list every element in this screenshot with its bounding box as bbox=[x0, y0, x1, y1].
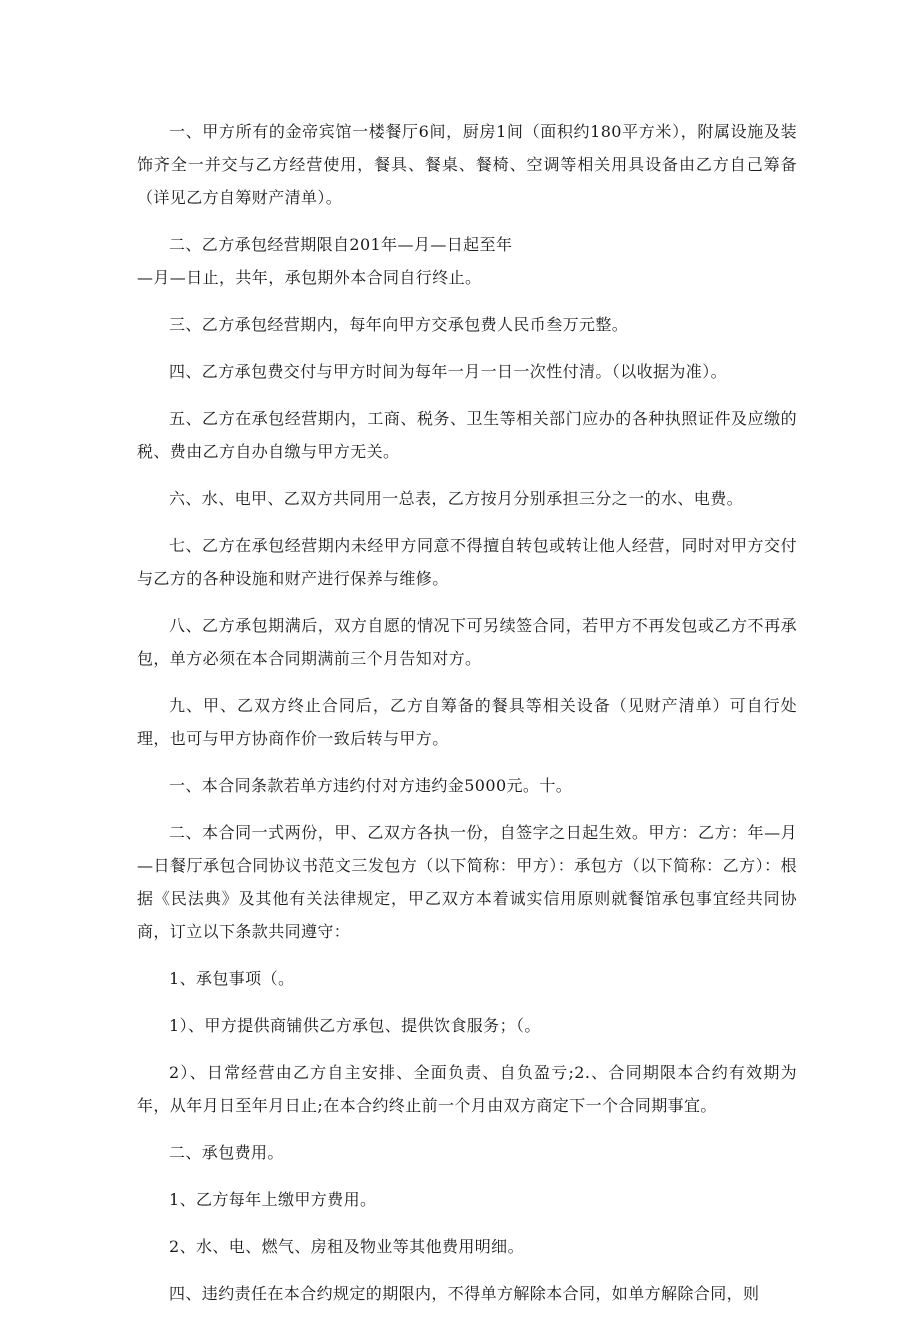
clause-2-term: 二、乙方承包经营期限自201年—月—日起至年 —月—日止，共年，承包期外本合同自行终止。 bbox=[137, 235, 513, 287]
document-body bbox=[137, 115, 797, 1324]
clause-5-licenses: 五、乙方在承包经营期内，工商、税务、卫生等相关部门应办的各种执照证件及应缴的税、费由乙方自办自缴与甲方无关。 bbox=[137, 409, 797, 461]
clause-7-subcontract: 七、乙方在承包经营期内未经甲方同意不得擅自转包或转让他人经营，同时对甲方交付与乙方的各种设施和财产进行保养与维修。 bbox=[137, 536, 797, 588]
item-liability: 四、违约责任在本合约规定的期限内，不得单方解除本合同，如单方解除合同，则 bbox=[169, 1284, 760, 1303]
clause-3-fee: 三、乙方承包经营期内，每年向甲方交承包费人民币叁万元整。 bbox=[169, 315, 629, 334]
clause-1-venue: 一、甲方所有的金帝宾馆一楼餐厅6间，厨房1间（面积约180平方米），附属设施及装饰齐全一并交与乙方经营使用，餐具、餐桌、餐椅、空调等相关用具设备由乙方自己筹备（详见乙方自筹财产清单）。 bbox=[137, 122, 797, 207]
clause-8-renewal: 八、乙方承包期满后，双方自愿的情况下可另续签合同，若甲方不再发包或乙方不再承包，单方必须在本合同期满前三个月告知对方。 bbox=[137, 616, 797, 668]
clause-6-utilities: 六、水、电甲、乙双方共同用一总表，乙方按月分别承担三分之一的水、电费。 bbox=[169, 489, 744, 508]
clause-copies-and-template-3: 二、本合同一式两份，甲、乙双方各执一份，自签字之日起生效。甲方：乙方：年—月—日餐厅承包合同协议书范文三发包方（以下简称：甲方）：承包方（以下简称：乙方）：根据《民法典》及其他有关法律规定，甲乙双方本着诚实信用原则就餐馆承包事宜经共同协商，订立以下条款共同遵守： bbox=[137, 823, 797, 941]
item-fees-2: 2、水、电、燃气、房租及物业等其他费用明细。 bbox=[169, 1237, 524, 1256]
item-scope-2: 2）、日常经营由乙方自主安排、全面负责、自负盈亏;2.、合同期限本合约有效期为年，从年月日至年月日止;在本合约终止前一个月由双方商定下一个合同期事宜。 bbox=[137, 1063, 797, 1115]
clause-4-payment: 四、乙方承包费交付与甲方时间为每年一月一日一次性付清。（以收据为准）。 bbox=[169, 362, 728, 381]
clause-penalty: 一、本合同条款若单方违约付对方违约金5000元。十。 bbox=[169, 776, 573, 795]
clause-9-termination: 九、甲、乙双方终止合同后，乙方自筹备的餐具等相关设备（见财产清单）可自行处理，也可与甲方协商作价一致后转与甲方。 bbox=[137, 696, 797, 748]
item-scope-1: 1）、甲方提供商铺供乙方承包、提供饮食服务；（。 bbox=[169, 1016, 541, 1035]
item-fees-heading: 二、承包费用。 bbox=[169, 1143, 284, 1162]
item-contract-scope: 1、承包事项（。 bbox=[169, 969, 295, 988]
item-fees-1: 1、乙方每年上缴甲方费用。 bbox=[169, 1190, 377, 1209]
